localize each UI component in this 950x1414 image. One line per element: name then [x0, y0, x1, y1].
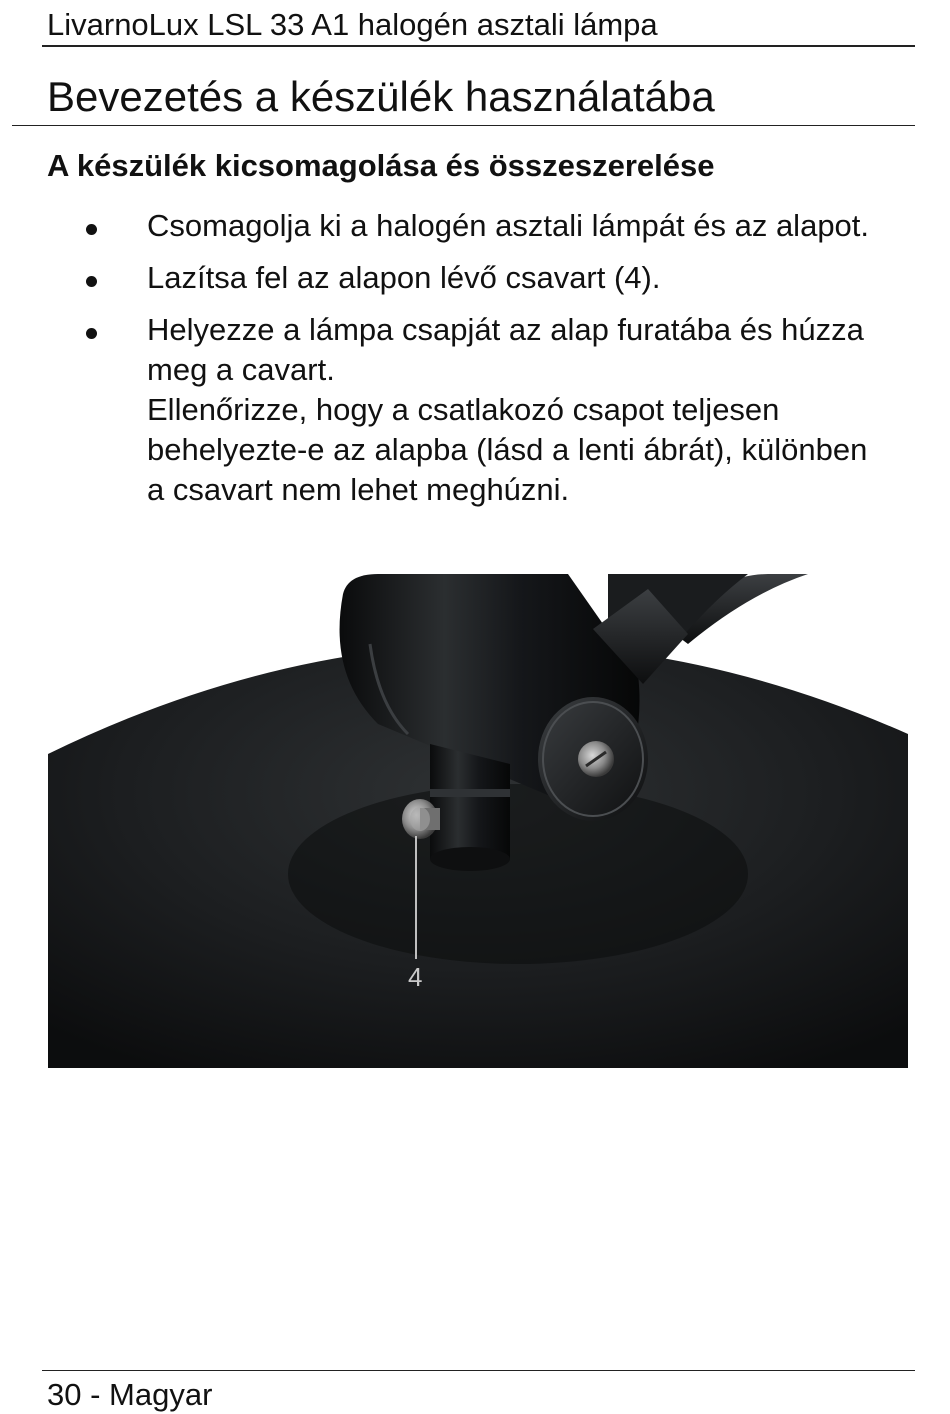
bullet-text-line: Lazítsa fel az alapon lévő csavart (4). [147, 260, 661, 295]
page-header-title: LivarnoLux LSL 33 A1 halogén asztali lámpa [47, 7, 658, 42]
header-rule [42, 45, 915, 47]
bullet-dot [86, 328, 97, 339]
bullet-dot [86, 224, 97, 235]
bullet-text-line: Csomagolja ki a halogén asztali lámpát és az alapot. [147, 208, 870, 243]
bullet-dot [86, 276, 97, 287]
callout-label: 4 [408, 962, 423, 992]
footer-rule [42, 1370, 915, 1371]
bullet-text-line: Ellenőrizze, hogy a csatlakozó csapot teljesen [147, 392, 780, 427]
subsection-title: A készülék kicsomagolása és összeszerelése [47, 148, 715, 183]
page-number: 30 - Magyar [47, 1377, 213, 1412]
bullet-text-line: meg a cavart. [147, 352, 335, 387]
bullet-text-line: Helyezze a lámpa csapját az alap furatába és húzza [147, 312, 864, 347]
bullet-text-line: a csavart nem lehet meghúzni. [147, 472, 570, 507]
section-rule [12, 125, 915, 126]
lamp-base-photo [48, 574, 908, 1068]
lamp-base-illustration [48, 574, 908, 1068]
section-title: Bevezetés a készülék használatába [47, 73, 715, 120]
bullet-text-line: behelyezte-e az alapba (lásd a lenti ábrát), különben [147, 432, 868, 467]
